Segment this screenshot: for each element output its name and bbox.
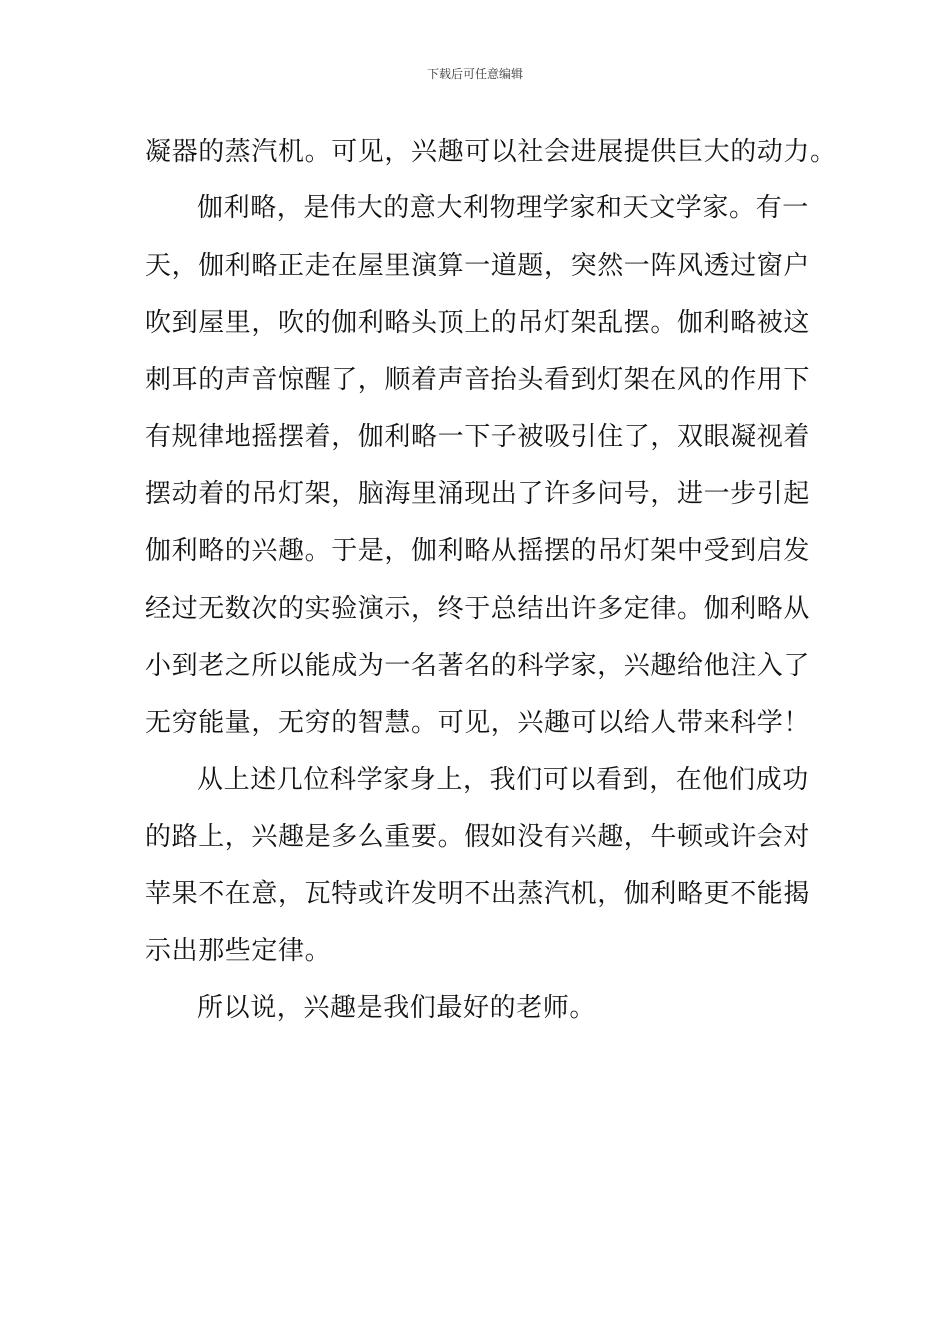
text-line: 天，伽利略正走在屋里演算一道题，突然一阵风透过窗户: [145, 251, 811, 281]
text-line: 伽利略的兴趣。于是，伽利略从摇摆的吊灯架中受到启发: [145, 536, 811, 566]
text-line: 刺耳的声音惊醒了，顺着声音抬头看到灯架在风的作用下: [145, 365, 811, 395]
page-header: 下载后可任意编辑: [426, 67, 523, 81]
text-line: 经过无数次的实验演示，终于总结出许多定律。伽利略从: [145, 594, 811, 624]
text-line: 的路上，兴趣是多么重要。假如没有兴趣，牛顿或许会对: [145, 822, 811, 852]
text-line: 摆动着的吊灯架，脑海里涌现出了许多问号，进一步引起: [145, 479, 811, 509]
text-line: 苹果不在意，瓦特或许发明不出蒸汽机，伽利略更不能揭: [145, 879, 811, 909]
paragraph-start-line: 从上述几位科学家身上，我们可以看到，在他们成功: [197, 765, 809, 795]
text-line: 无穷能量，无穷的智慧。可见，兴趣可以给人带来科学！: [145, 708, 811, 738]
text-line: 示出那些定律。: [145, 936, 332, 966]
paragraph-start-line: 所以说，兴趣是我们最好的老师。: [197, 993, 597, 1023]
text-line: 吹到屋里，吹的伽利略头顶上的吊灯架乱摆。伽利略被这: [145, 308, 811, 338]
text-line: 小到老之所以能成为一名著名的科学家，兴趣给他注入了: [145, 651, 811, 681]
text-line: 凝器的蒸汽机。可见，兴趣可以社会进展提供巨大的动力。: [145, 137, 837, 167]
text-line: 有规律地摇摆着，伽利略一下子被吸引住了，双眼凝视着: [145, 422, 811, 452]
paragraph-start-line: 伽利略，是伟大的意大利物理学家和天文学家。有一: [197, 193, 809, 223]
